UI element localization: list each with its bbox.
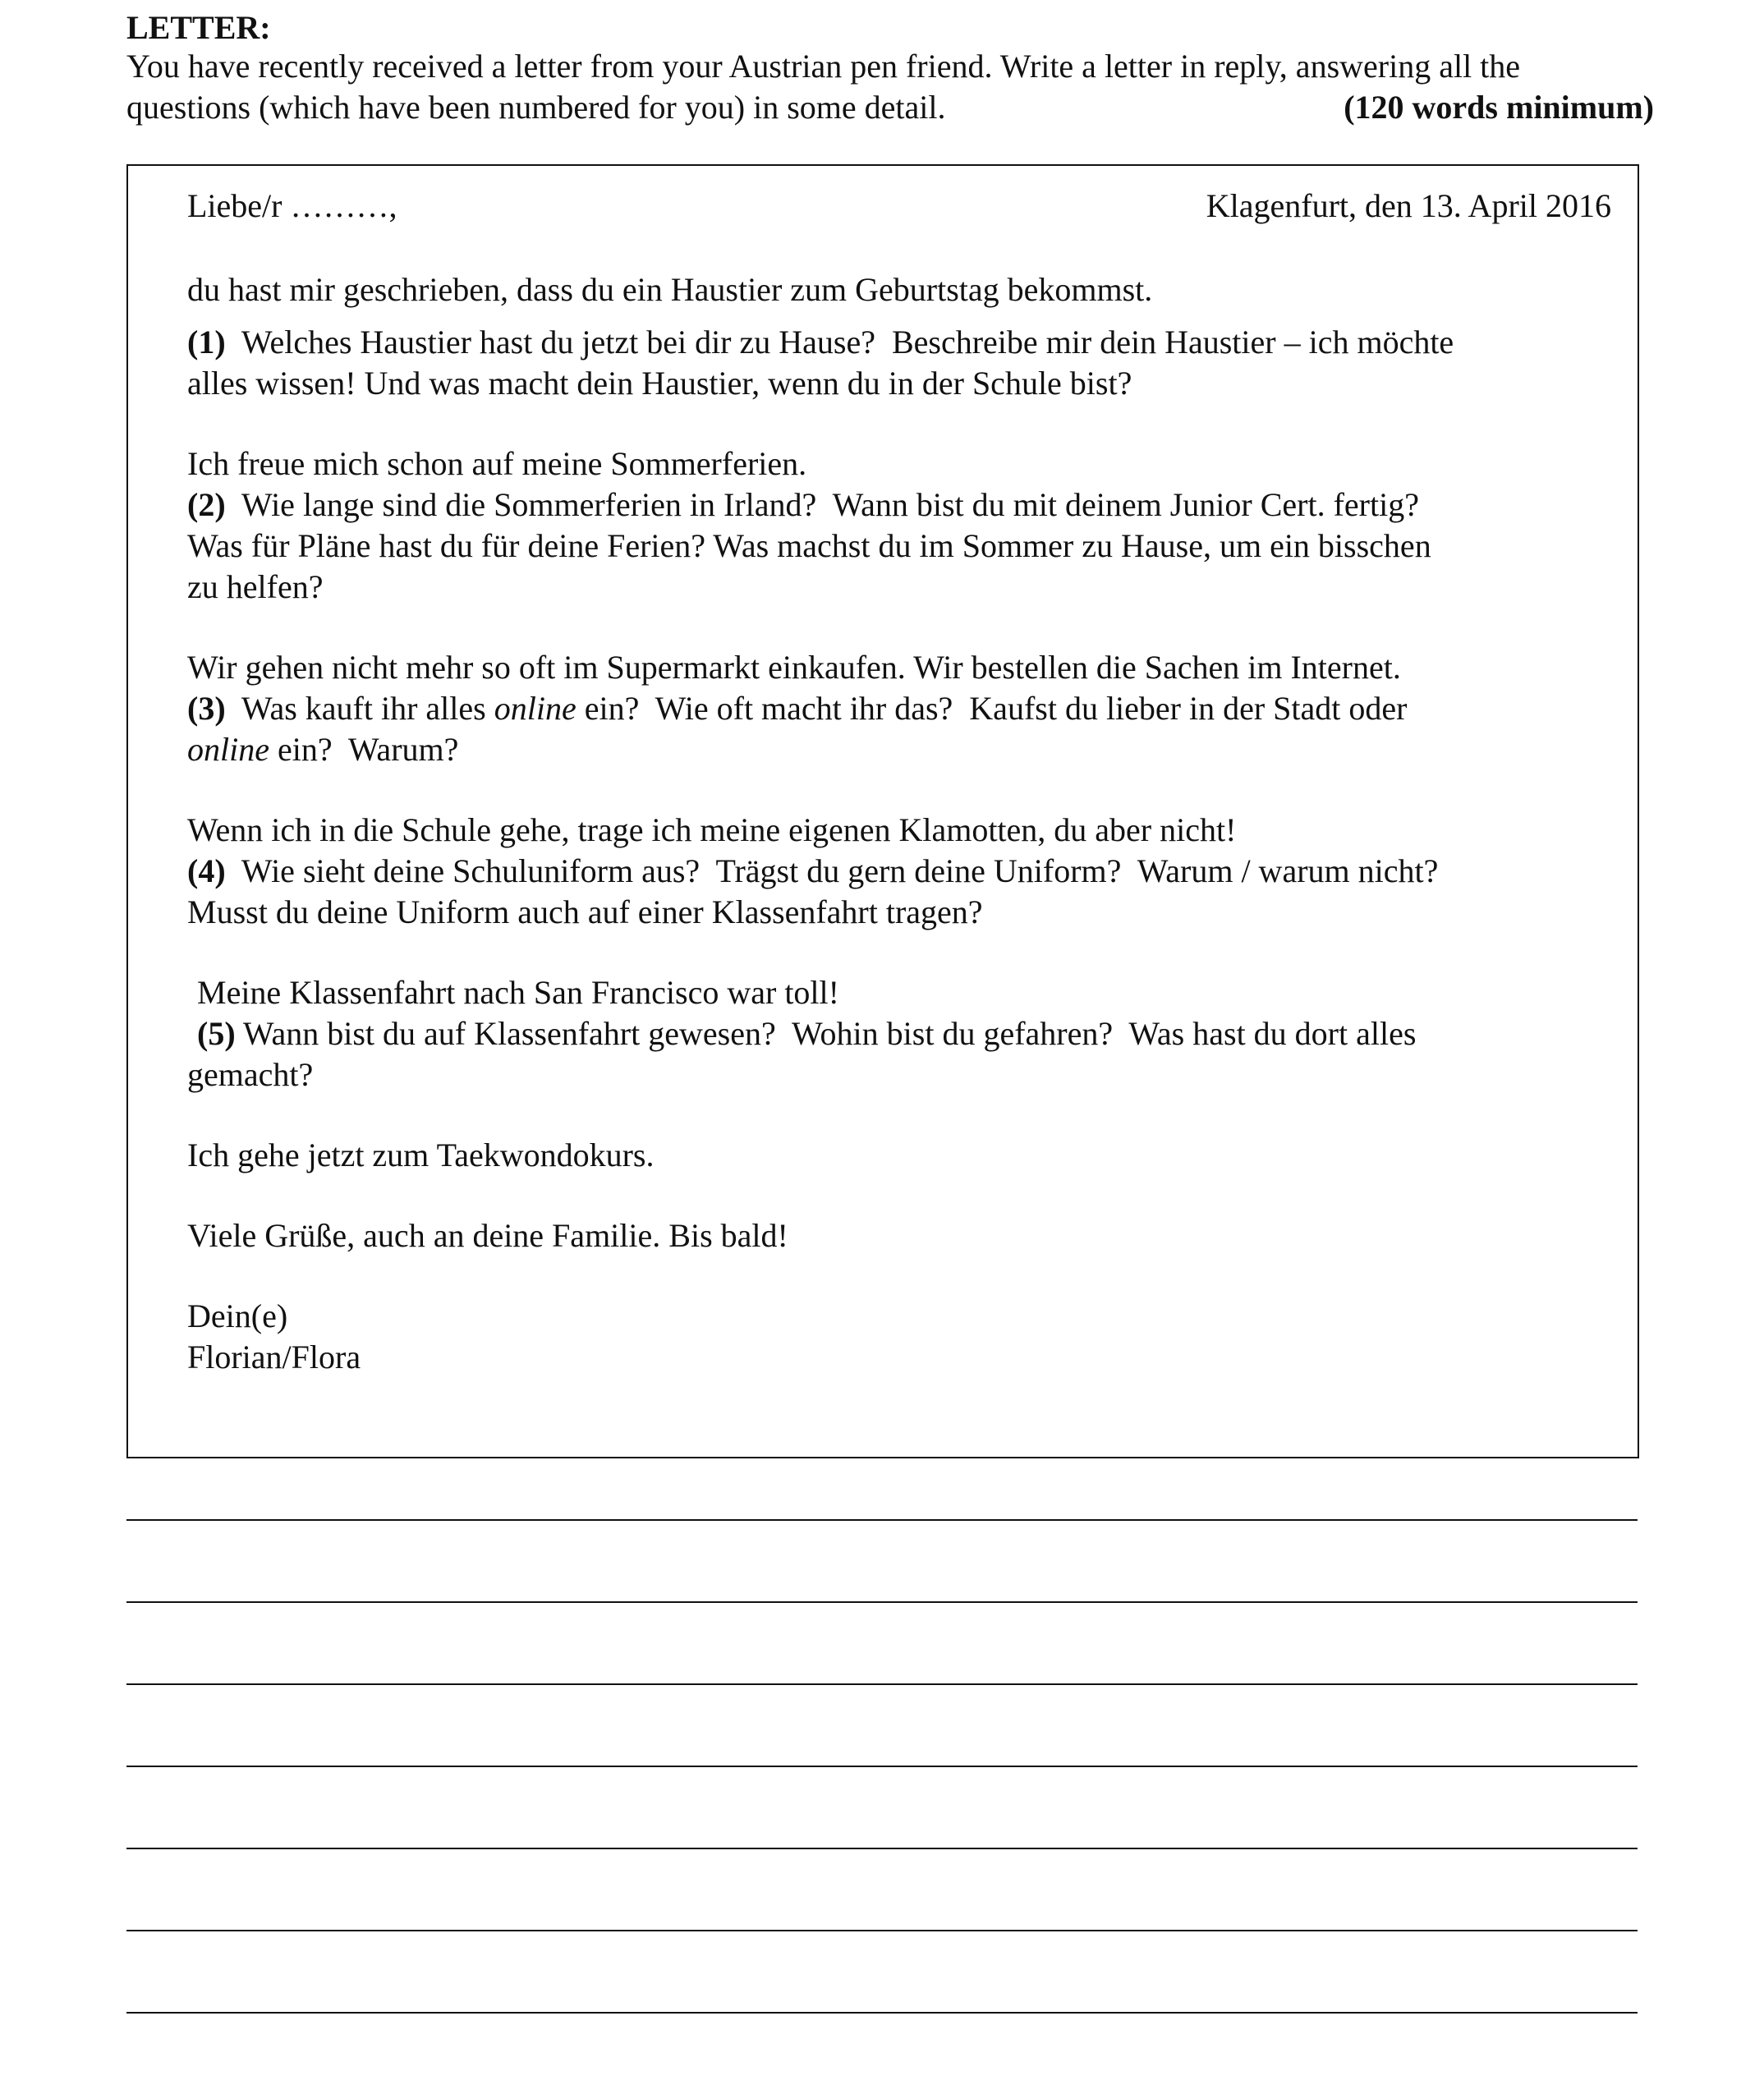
answer-line[interactable] bbox=[126, 1930, 1638, 1931]
question-text: Welches Haustier hast du jetzt bei dir zu Hause? Beschreibe mir dein Haustier – ich möchte bbox=[225, 324, 1454, 360]
answer-line[interactable] bbox=[126, 1766, 1638, 1767]
instructions-line-2 bbox=[126, 87, 1654, 128]
question-text: ein? Wie oft macht ihr das? Kaufst du lieber in der Stadt oder bbox=[576, 690, 1408, 727]
question-5-line-2: gemacht? bbox=[187, 1056, 314, 1093]
closing-greetings: Viele Grüße, auch an deine Familie. Bis bald! bbox=[187, 1217, 788, 1254]
question-text: Was kauft ihr alles bbox=[225, 690, 494, 727]
question-number: (2) bbox=[187, 486, 226, 523]
question-4-line-2: Musst du deine Uniform auch auf einer Klassenfahrt tragen? bbox=[187, 893, 983, 930]
question-number: (1) bbox=[187, 324, 226, 360]
question-number: (3) bbox=[187, 690, 226, 727]
answer-line[interactable] bbox=[126, 1519, 1638, 1521]
question-text: Wann bist du auf Klassenfahrt gewesen? Wohin bist du gefahren? Was hast du dort alles bbox=[235, 1015, 1417, 1052]
sign-off: Dein(e) bbox=[187, 1297, 288, 1334]
question-2 bbox=[187, 484, 1616, 526]
question-number: (4) bbox=[187, 852, 226, 889]
letter-box bbox=[126, 164, 1639, 1458]
question-2-line-3: zu helfen? bbox=[187, 568, 324, 605]
question-3 bbox=[187, 688, 1616, 729]
question-1 bbox=[187, 322, 1616, 363]
instructions bbox=[126, 46, 1654, 128]
answer-lines bbox=[126, 1519, 1638, 2094]
answer-line[interactable] bbox=[126, 2012, 1638, 2014]
question-text: Wie sieht deine Schuluniform aus? Trägst du gern deine Uniform? Warum / warum nicht? bbox=[225, 852, 1439, 889]
italic-online: online bbox=[187, 731, 269, 768]
instructions-line-2-text: questions (which have been numbered for you) in some detail. bbox=[126, 89, 946, 126]
place-date: Klagenfurt, den 13. April 2016 bbox=[1206, 187, 1611, 224]
word-minimum: (120 words minimum) bbox=[1344, 89, 1654, 126]
question-2-line-2: Was für Pläne hast du für deine Ferien? Was machst du im Sommer zu Hause, um ein bisschen bbox=[187, 527, 1431, 564]
answer-line[interactable] bbox=[126, 1601, 1638, 1603]
letter-body bbox=[187, 186, 1616, 1378]
italic-online: online bbox=[494, 690, 577, 727]
intro-class-trip: Meine Klassenfahrt nach San Francisco war toll! bbox=[197, 974, 839, 1011]
question-number: (5) bbox=[197, 1015, 236, 1052]
question-5 bbox=[187, 1013, 1616, 1054]
intro-shopping: Wir gehen nicht mehr so oft im Supermarkt einkaufen. Wir bestellen die Sachen im Internet. bbox=[187, 649, 1401, 686]
answer-line[interactable] bbox=[126, 1683, 1638, 1685]
question-4 bbox=[187, 851, 1616, 892]
salutation: Liebe/r ………, bbox=[187, 187, 397, 224]
signature-name: Florian/Flora bbox=[187, 1339, 361, 1375]
intro-pet: du hast mir geschrieben, dass du ein Haustier zum Geburtstag bekommst. bbox=[187, 271, 1153, 308]
answer-line[interactable] bbox=[126, 1848, 1638, 1849]
instructions-line-1: You have recently received a letter from your Austrian pen friend. Write a letter in reply, answering all the bbox=[126, 48, 1521, 85]
intro-summer: Ich freue mich schon auf meine Sommerferien. bbox=[187, 445, 807, 482]
question-3-line-2 bbox=[187, 729, 1616, 770]
closing-taekwondo: Ich gehe jetzt zum Taekwondokurs. bbox=[187, 1137, 655, 1173]
intro-uniform: Wenn ich in die Schule gehe, trage ich meine eigenen Klamotten, du aber nicht! bbox=[187, 811, 1237, 848]
question-text: Wie lange sind die Sommerferien in Irland? Wann bist du mit deinem Junior Cert. fertig? bbox=[225, 486, 1419, 523]
section-heading: LETTER: bbox=[126, 9, 271, 46]
question-text: ein? Warum? bbox=[269, 731, 459, 768]
question-1-line-2: alles wissen! Und was macht dein Haustier, wenn du in der Schule bist? bbox=[187, 365, 1132, 402]
